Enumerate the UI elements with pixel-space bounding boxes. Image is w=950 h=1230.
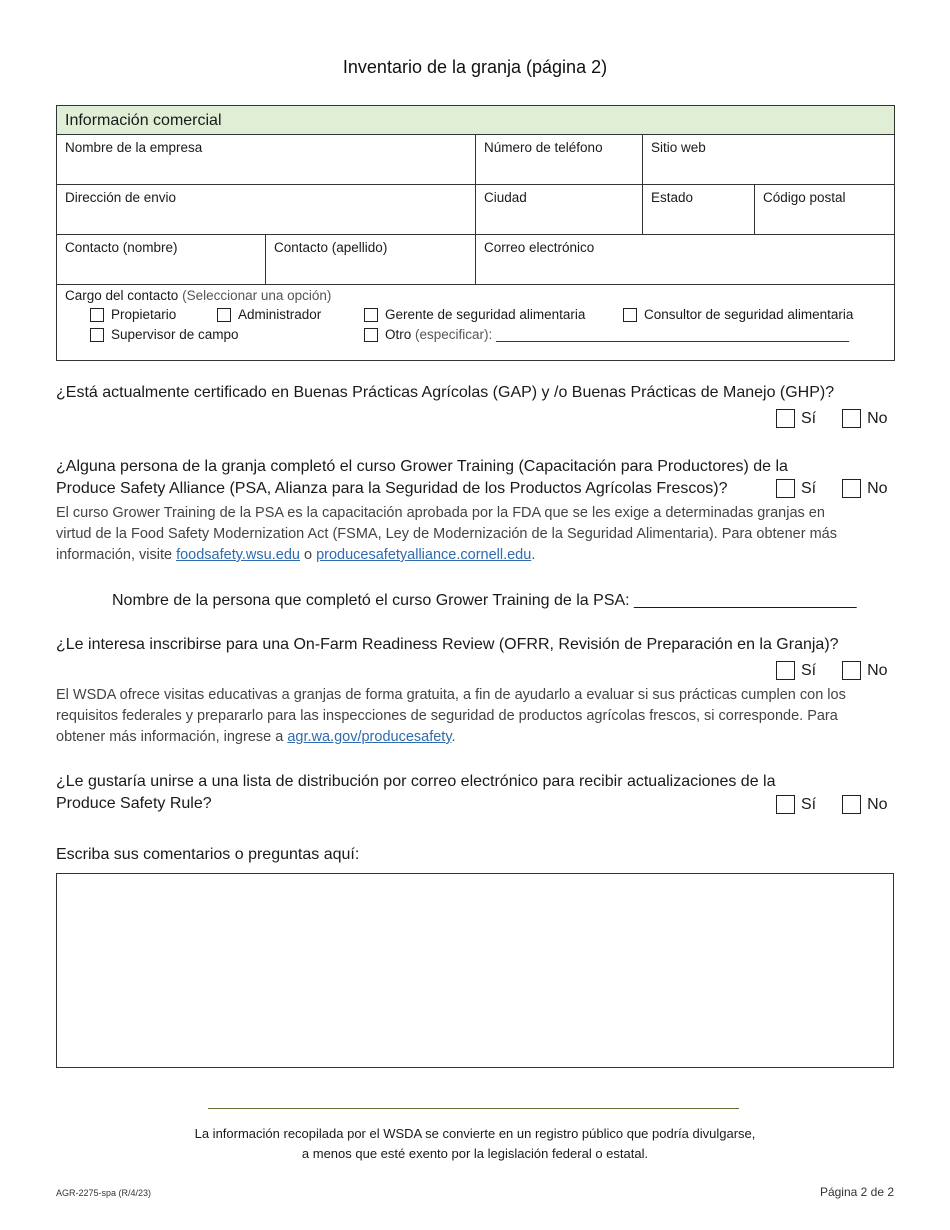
role-fs-consultant-checkbox[interactable] bbox=[623, 308, 637, 322]
q3-no-checkbox[interactable] bbox=[842, 661, 861, 680]
form-id: AGR-2275-spa (R/4/23) bbox=[56, 1188, 152, 1198]
q3-yes-checkbox[interactable] bbox=[776, 661, 795, 680]
role-other-hint: (especificar): bbox=[415, 327, 493, 342]
ofrr-note-line-1: El WSDA ofrece visitas educativas a granjas de forma gratuita, a fin de ayudarlo a evaluar si sus prácticas cumplen con los bbox=[56, 687, 846, 703]
company-name-field[interactable] bbox=[57, 135, 476, 184]
role-other-option[interactable] bbox=[364, 327, 849, 342]
agr-wa-link[interactable]: agr.wa.gov/producesafety bbox=[287, 729, 452, 745]
role-other-label: Otro bbox=[385, 327, 412, 342]
website-label: Sitio web bbox=[651, 140, 706, 155]
role-admin-option[interactable] bbox=[217, 307, 321, 322]
q2-line-2: Produce Safety Alliance (PSA, Alianza para la Seguridad de los Productos Agrícolas Frescos)? bbox=[56, 480, 728, 497]
shipping-address-label: Dirección de envio bbox=[65, 190, 177, 205]
footer-divider bbox=[208, 1108, 739, 1109]
role-fs-manager-checkbox[interactable] bbox=[364, 308, 378, 322]
role-fs-consultant-option[interactable] bbox=[623, 307, 853, 322]
website-field[interactable] bbox=[643, 135, 894, 184]
producesafetyalliance-link[interactable]: producesafetyalliance.cornell.edu bbox=[316, 547, 532, 563]
contact-role-section bbox=[57, 285, 894, 360]
commercial-info-table bbox=[56, 105, 895, 361]
role-field-supervisor-option[interactable] bbox=[90, 327, 239, 342]
psa-note-line-1: El curso Grower Training de la PSA es la capacitación aprobada por la FDA que se les exige a determinadas granjas en bbox=[56, 505, 825, 521]
role-label: Cargo del contacto bbox=[65, 288, 179, 303]
email-field[interactable] bbox=[476, 235, 894, 284]
psa-note-period: . bbox=[531, 547, 536, 563]
state-label: Estado bbox=[651, 190, 694, 205]
q3-no-option[interactable] bbox=[842, 661, 887, 680]
contact-last-label: Contacto (apellido) bbox=[274, 240, 388, 255]
role-other-checkbox[interactable] bbox=[364, 328, 378, 342]
q4-line-2: Produce Safety Rule? bbox=[56, 795, 212, 812]
role-options-row-2 bbox=[65, 326, 886, 349]
q1-no-label: No bbox=[867, 409, 888, 427]
q2-no-checkbox[interactable] bbox=[842, 479, 861, 498]
q2-answer-group bbox=[776, 479, 900, 498]
q4-answer-group bbox=[776, 795, 900, 814]
q4-yes-checkbox[interactable] bbox=[776, 795, 795, 814]
row-address bbox=[57, 185, 894, 235]
shipping-address-field[interactable] bbox=[57, 185, 476, 234]
page-title: Inventario de la granja (página 2) bbox=[342, 57, 608, 77]
email-label: Correo electrónico bbox=[484, 240, 595, 255]
city-label: Ciudad bbox=[484, 190, 527, 205]
q4-yes-option[interactable] bbox=[776, 795, 816, 814]
q2-no-label: No bbox=[867, 479, 888, 497]
role-hint: (Seleccionar una opción) bbox=[182, 288, 332, 303]
q1-answer-group bbox=[776, 409, 900, 428]
company-name-label: Nombre de la empresa bbox=[65, 140, 203, 155]
ofrr-note-line-2: requisitos federales y prepararlo para las inspecciones de seguridad de productos agrícolas frescos, si corresponde. Para bbox=[56, 708, 838, 724]
commercial-info-header: Información comercial bbox=[57, 106, 894, 135]
contact-last-field[interactable] bbox=[266, 235, 476, 284]
q1-yes-option[interactable] bbox=[776, 409, 816, 428]
role-admin-checkbox[interactable] bbox=[217, 308, 231, 322]
role-other-blank[interactable]: _______________________________________________ bbox=[496, 327, 849, 342]
question-psa-training bbox=[56, 456, 788, 500]
comments-label: Escriba sus comentarios o preguntas aquí: bbox=[56, 846, 360, 863]
question-ofrr: ¿Le interesa inscribirse para una On-Farm Readiness Review (OFRR, Revisión de Preparación en la Granja)? bbox=[56, 636, 839, 653]
role-owner-checkbox[interactable] bbox=[90, 308, 104, 322]
psa-note-or: o bbox=[303, 547, 313, 563]
q1-yes-label: Sí bbox=[801, 409, 817, 427]
question-gap-certified: ¿Está actualmente certificado en Buenas Prácticas Agrícolas (GAP) y /o Buenas Prácticas de Manejo (GHP)? bbox=[56, 384, 835, 401]
role-fs-manager-label: Gerente de seguridad alimentaria bbox=[385, 307, 586, 322]
q1-no-option[interactable] bbox=[842, 409, 887, 428]
role-owner-label: Propietario bbox=[111, 307, 177, 322]
psa-note-line-3 bbox=[56, 545, 896, 566]
phone-label: Número de teléfono bbox=[484, 140, 603, 155]
q2-yes-option[interactable] bbox=[776, 479, 816, 498]
state-field[interactable] bbox=[643, 185, 755, 234]
q3-yes-label: Sí bbox=[801, 661, 817, 679]
q2-yes-label: Sí bbox=[801, 479, 817, 497]
role-options-row-1 bbox=[65, 303, 886, 326]
ofrr-note-prefix: obtener más información, ingrese a bbox=[56, 729, 284, 745]
q1-yes-checkbox[interactable] bbox=[776, 409, 795, 428]
ofrr-note-period: . bbox=[451, 729, 456, 745]
q4-no-option[interactable] bbox=[842, 795, 887, 814]
q2-line-1: ¿Alguna persona de la granja completó el curso Grower Training (Capacitación para Productores) de la bbox=[56, 458, 788, 475]
q2-no-option[interactable] bbox=[842, 479, 887, 498]
zip-field[interactable] bbox=[755, 185, 894, 234]
psa-person-name-field[interactable]: Nombre de la persona que completó el curso Grower Training de la PSA: _________________________ bbox=[112, 592, 857, 609]
q1-no-checkbox[interactable] bbox=[842, 409, 861, 428]
footer-line-1: La información recopilada por el WSDA se convierte en un registro público que podría divulgarse, bbox=[194, 1126, 756, 1141]
row-contact bbox=[57, 235, 894, 285]
q3-answer-group bbox=[776, 661, 900, 680]
role-field-supervisor-checkbox[interactable] bbox=[90, 328, 104, 342]
footer-disclaimer bbox=[0, 1124, 950, 1164]
footer-line-2: a menos que esté exento por la legislación federal o estatal. bbox=[301, 1146, 649, 1161]
foodsafety-wsu-link[interactable]: foodsafety.wsu.edu bbox=[176, 547, 300, 563]
ofrr-note bbox=[56, 685, 896, 748]
contact-role-heading bbox=[65, 288, 886, 303]
contact-first-field[interactable] bbox=[57, 235, 266, 284]
q4-no-checkbox[interactable] bbox=[842, 795, 861, 814]
role-fs-consultant-label: Consultor de seguridad alimentaria bbox=[644, 307, 854, 322]
role-owner-option[interactable] bbox=[90, 307, 176, 322]
role-admin-label: Administrador bbox=[238, 307, 322, 322]
page-number: Página 2 de 2 bbox=[819, 1185, 894, 1199]
question-email-list bbox=[56, 771, 776, 815]
psa-note bbox=[56, 503, 896, 566]
row-company bbox=[57, 135, 894, 185]
comments-textarea[interactable] bbox=[56, 873, 894, 1068]
q2-yes-checkbox[interactable] bbox=[776, 479, 795, 498]
contact-first-label: Contacto (nombre) bbox=[65, 240, 178, 255]
ofrr-note-line-3 bbox=[56, 727, 896, 748]
q3-no-label: No bbox=[867, 661, 888, 679]
zip-label: Código postal bbox=[763, 190, 846, 205]
phone-field[interactable] bbox=[476, 135, 643, 184]
city-field[interactable] bbox=[476, 185, 643, 234]
q4-line-1: ¿Le gustaría unirse a una lista de distribución por correo electrónico para recibir actualizaciones de la bbox=[56, 773, 776, 790]
q3-yes-option[interactable] bbox=[776, 661, 816, 680]
psa-note-prefix: información, visite bbox=[56, 547, 173, 563]
q4-yes-label: Sí bbox=[801, 795, 817, 813]
role-field-supervisor-label: Supervisor de campo bbox=[111, 327, 239, 342]
q4-no-label: No bbox=[867, 795, 888, 813]
psa-note-line-2: virtud de la Food Safety Modernization Act (FSMA, Ley de Modernización de la Seguridad Alimentaria). Para obtener más bbox=[56, 526, 837, 542]
role-fs-manager-option[interactable] bbox=[364, 307, 585, 322]
